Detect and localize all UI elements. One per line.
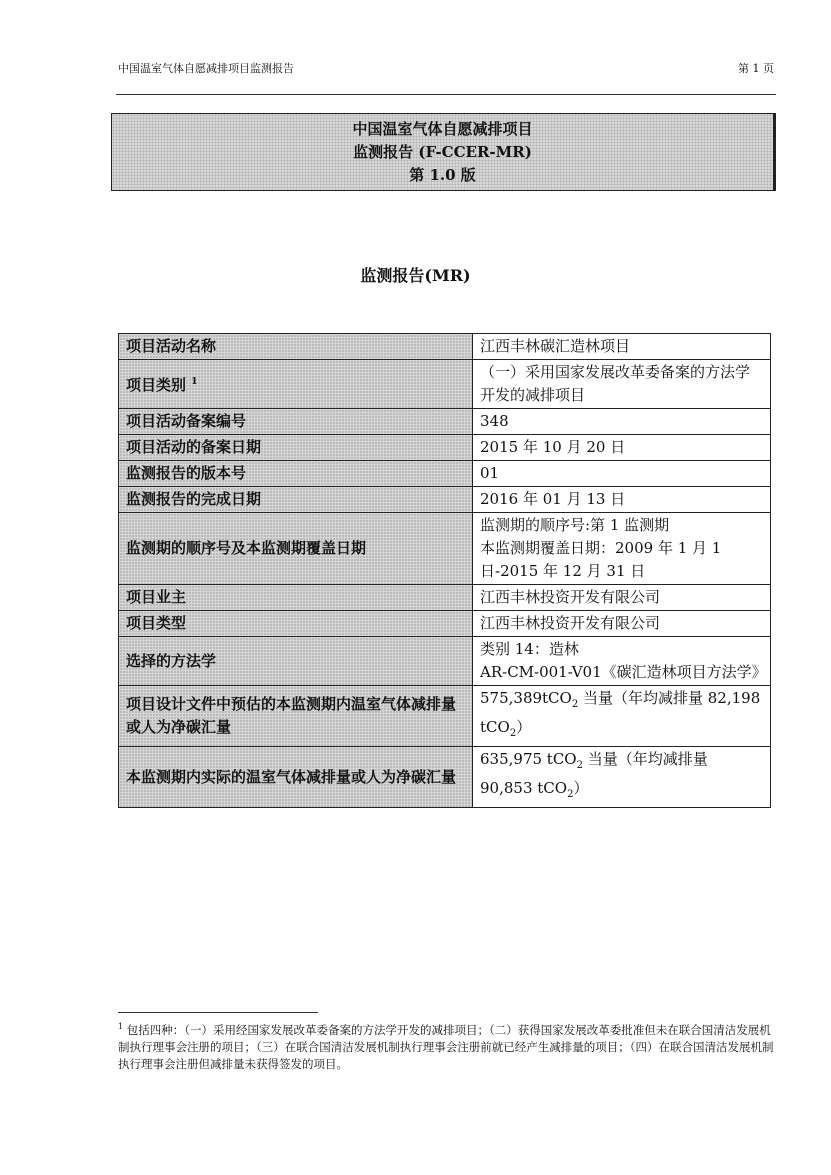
row-value: 江西丰林投资开发有限公司 (473, 611, 771, 637)
subscript: 2 (571, 699, 579, 710)
row-value: 348 (473, 409, 771, 435)
row-label: 项目活动的备案日期 (119, 435, 473, 461)
row-label (119, 360, 473, 409)
row-label: 选择的方法学 (119, 637, 473, 686)
row-label: 监测期的顺序号及本监测期覆盖日期 (119, 513, 473, 585)
header-divider (116, 94, 776, 95)
value-part: 当量（年均减排量 90,853 tCO (480, 750, 708, 797)
row-value (473, 747, 771, 808)
form-title-line2: 监测报告 (F-CCER-MR) (353, 143, 532, 161)
footnote-text: 包括四种：（一）采用经国家发展改革委备案的方法学开发的减排项目；（二）获得国家发展改革委批准但未在联合国清洁发展机制执行理事会注册的项目；（三）在联合国清洁发展机制执行理事会注册前就已经产生减排量的项目；（四）在联合国清洁发展机制执行理事会注册但减排量未获得签发的项目。 (118, 1022, 774, 1071)
form-title-line1: 中国温室气体自愿减排项目 (352, 120, 533, 138)
subscript: 2 (509, 728, 517, 739)
footnote (118, 1018, 774, 1073)
table-row (119, 334, 771, 360)
table-row (119, 513, 771, 585)
footnote-divider (118, 1012, 318, 1013)
footnote-marker: 1 (118, 1022, 124, 1031)
row-value-line: 本监测期覆盖日期：2009 年 1 月 1 日-2015 年 12 月 31 日 (480, 539, 722, 580)
form-title-line3: 第 1.0 版 (409, 166, 476, 184)
table-row (119, 461, 771, 487)
row-value: （一）采用国家发展改革委备案的方法学开发的减排项目 (473, 360, 771, 409)
row-label: 项目类型 (119, 611, 473, 637)
table-row (119, 611, 771, 637)
table-row (119, 435, 771, 461)
value-part: ） (516, 718, 532, 736)
row-value-line: 监测期的顺序号:第 1 监测期 (480, 516, 670, 534)
table-row (119, 487, 771, 513)
row-value (473, 513, 771, 585)
table-row (119, 637, 771, 686)
row-label: 监测报告的完成日期 (119, 487, 473, 513)
row-label: 项目活动名称 (119, 334, 473, 360)
table-row (119, 686, 771, 747)
row-value-line: 类别 14：造林 (480, 640, 579, 658)
row-label: 项目设计文件中预估的本监测期内温室气体减排量或人为净碳汇量 (119, 686, 473, 747)
row-value-line: AR-CM-001-V01《碳汇造林项目方法学》 (480, 663, 767, 681)
row-label: 项目活动备案编号 (119, 409, 473, 435)
row-label: 本监测期内实际的温室气体减排量或人为净碳汇量 (119, 747, 473, 808)
subscript: 2 (567, 789, 574, 800)
row-value: 2016 年 01 月 13 日 (473, 487, 771, 513)
row-value (473, 637, 771, 686)
row-label-text: 项目类别 (126, 376, 187, 394)
row-value (473, 686, 771, 747)
row-value: 江西丰林碳汇造林项目 (473, 334, 771, 360)
table-row (119, 360, 771, 409)
value-part: 635,975 tCO (480, 750, 577, 768)
running-header-title: 中国温室气体自愿减排项目监测报告 (118, 62, 294, 75)
table-row (119, 585, 771, 611)
value-part: ） (573, 779, 589, 797)
page-number: 第 1 页 (738, 62, 774, 75)
value-part: 当量（年均减排量 82,198 tCO (480, 689, 761, 736)
footnote-ref: 1 (191, 377, 198, 387)
running-header (118, 60, 774, 80)
form-title-box (111, 113, 776, 191)
row-value: 江西丰林投资开发有限公司 (473, 585, 771, 611)
row-label: 监测报告的版本号 (119, 461, 473, 487)
table-row (119, 409, 771, 435)
project-info-table (118, 333, 771, 808)
subscript: 2 (576, 760, 583, 771)
row-value: 01 (473, 461, 771, 487)
row-label: 项目业主 (119, 585, 473, 611)
row-value: 2015 年 10 月 20 日 (473, 435, 771, 461)
table-row (119, 747, 771, 808)
report-heading: 监测报告(MR) (360, 266, 471, 285)
value-part: 575,389tCO (480, 689, 572, 707)
